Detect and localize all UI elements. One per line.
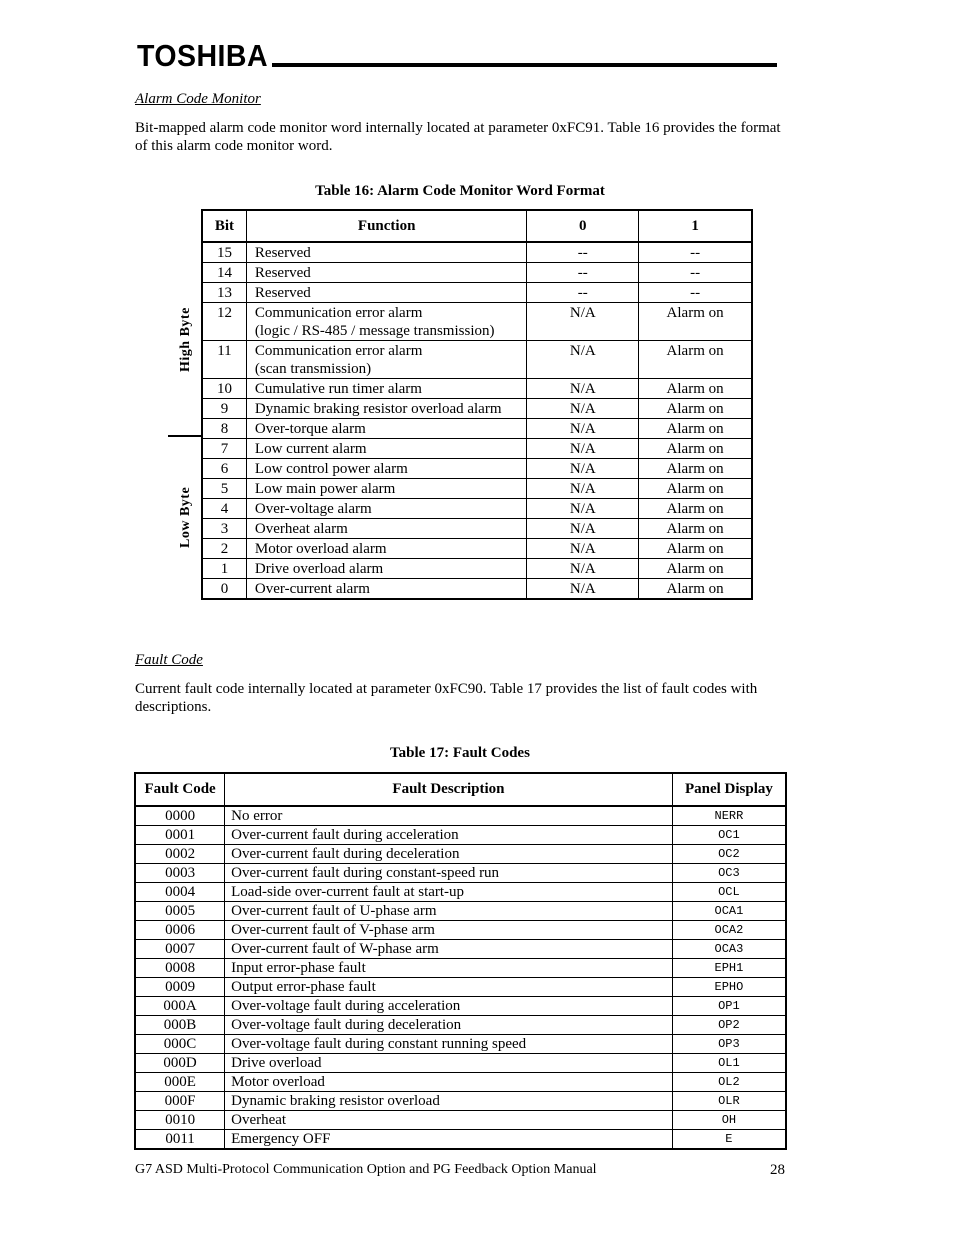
table-row	[135, 1073, 786, 1092]
footer-title: G7 ASD Multi-Protocol Communication Option and PG Feedback Option Manual	[135, 1162, 597, 1177]
column-header-0: 0	[527, 210, 639, 242]
table-row	[135, 806, 786, 826]
bit-cell: 7	[202, 439, 246, 459]
value-0-cell: N/A	[527, 341, 639, 379]
fault-description-cell: Over-voltage fault during constant running speed	[225, 1035, 673, 1054]
table-row	[135, 1092, 786, 1111]
table-row	[202, 283, 752, 303]
column-header-1: 1	[639, 210, 752, 242]
function-text: Overheat alarm	[254, 521, 348, 537]
fault-code-cell: 0004	[135, 883, 225, 902]
fault-table-caption: Table 17: Fault Codes	[390, 745, 530, 761]
panel-display-cell: OP3	[672, 1035, 786, 1054]
table-row	[202, 579, 752, 600]
fault-description-cell: Over-voltage fault during acceleration	[225, 997, 673, 1016]
table-row	[135, 1035, 786, 1054]
fault-code-cell: 0011	[135, 1130, 225, 1150]
bit-cell: 6	[202, 459, 246, 479]
function-cell	[246, 579, 527, 600]
panel-display-cell: EPHO	[672, 978, 786, 997]
panel-display-cell: OL2	[672, 1073, 786, 1092]
alarm-section-heading: Alarm Code Monitor	[135, 91, 261, 107]
function-text: Over-current alarm	[254, 581, 370, 597]
header-rule	[272, 63, 777, 67]
fault-code-cell: 0008	[135, 959, 225, 978]
fault-code-cell: 000F	[135, 1092, 225, 1111]
table-row	[202, 263, 752, 283]
fault-code-cell: 0007	[135, 940, 225, 959]
function-text: Reserved	[254, 265, 311, 281]
column-header-fault-code: Fault Code	[135, 773, 225, 806]
table-row	[202, 419, 752, 439]
bit-cell: 0	[202, 579, 246, 600]
function-cell	[246, 263, 527, 283]
column-header-bit: Bit	[202, 210, 246, 242]
bit-cell: 15	[202, 242, 246, 263]
fault-code-cell: 0001	[135, 826, 225, 845]
fault-description-cell: Dynamic braking resistor overload	[225, 1092, 673, 1111]
value-0-cell: N/A	[527, 439, 639, 459]
fault-code-cell: 0003	[135, 864, 225, 883]
value-0-cell: N/A	[527, 419, 639, 439]
fault-code-cell: 0009	[135, 978, 225, 997]
table-header-row	[202, 210, 752, 242]
bit-cell: 2	[202, 539, 246, 559]
fault-code-cell: 000C	[135, 1035, 225, 1054]
value-1-cell: Alarm on	[639, 539, 752, 559]
panel-display-cell: OC2	[672, 845, 786, 864]
table-row	[135, 959, 786, 978]
panel-display-cell: OCL	[672, 883, 786, 902]
table-row	[202, 539, 752, 559]
fault-description-cell: Over-voltage fault during deceleration	[225, 1016, 673, 1035]
fault-section-heading: Fault Code	[135, 652, 203, 668]
function-text: Over-torque alarm	[254, 421, 366, 437]
value-1-cell: Alarm on	[639, 419, 752, 439]
function-text: Dynamic braking resistor overload alarm	[254, 401, 502, 417]
fault-code-cell: 0006	[135, 921, 225, 940]
table-row	[202, 439, 752, 459]
function-text: Communication error alarm	[254, 343, 423, 359]
table-row	[135, 1111, 786, 1130]
panel-display-cell: OC1	[672, 826, 786, 845]
page-number: 28	[770, 1162, 785, 1178]
value-0-cell: N/A	[527, 499, 639, 519]
value-0-cell: --	[527, 283, 639, 303]
bit-cell: 5	[202, 479, 246, 499]
panel-display-cell: OCA2	[672, 921, 786, 940]
table-row	[202, 303, 752, 341]
table-row	[135, 997, 786, 1016]
function-text: Drive overload alarm	[254, 561, 384, 577]
bit-cell: 3	[202, 519, 246, 539]
bit-cell: 9	[202, 399, 246, 419]
fault-description-cell: Over-current fault of W-phase arm	[225, 940, 673, 959]
value-1-cell: Alarm on	[639, 341, 752, 379]
table-row	[202, 459, 752, 479]
fault-description-cell: Over-current fault of U-phase arm	[225, 902, 673, 921]
fault-description-cell: Over-current fault during deceleration	[225, 845, 673, 864]
function-text: Low current alarm	[254, 441, 367, 457]
panel-display-cell: NERR	[672, 806, 786, 826]
column-header-panel-display: Panel Display	[672, 773, 786, 806]
low-byte-label: Low Byte	[178, 486, 193, 548]
bit-cell: 8	[202, 419, 246, 439]
alarm-code-table	[201, 209, 753, 600]
function-cell	[246, 439, 527, 459]
high-byte-label: High Byte	[178, 307, 193, 372]
function-cell	[246, 419, 527, 439]
function-cell	[246, 341, 527, 379]
table-row	[135, 1130, 786, 1150]
fault-description-cell: Drive overload	[225, 1054, 673, 1073]
function-text-line2: (scan transmission)	[254, 361, 372, 377]
table-row	[135, 845, 786, 864]
value-0-cell: N/A	[527, 459, 639, 479]
value-0-cell: N/A	[527, 539, 639, 559]
value-1-cell: Alarm on	[639, 479, 752, 499]
value-0-cell: N/A	[527, 303, 639, 341]
panel-display-cell: OL1	[672, 1054, 786, 1073]
byte-divider	[168, 435, 202, 437]
table-row	[135, 1054, 786, 1073]
table-row	[202, 242, 752, 263]
value-1-cell: Alarm on	[639, 559, 752, 579]
fault-code-cell: 000D	[135, 1054, 225, 1073]
fault-code-cell: 0000	[135, 806, 225, 826]
fault-description-cell: Over-current fault during constant-speed run	[225, 864, 673, 883]
value-0-cell: N/A	[527, 379, 639, 399]
table-row	[202, 519, 752, 539]
table-row	[135, 1016, 786, 1035]
value-1-cell: Alarm on	[639, 459, 752, 479]
panel-display-cell: OCA1	[672, 902, 786, 921]
table-row	[202, 479, 752, 499]
table-row	[202, 379, 752, 399]
table-row	[135, 864, 786, 883]
panel-display-cell: OLR	[672, 1092, 786, 1111]
value-1-cell: Alarm on	[639, 499, 752, 519]
function-text-line2: (logic / RS-485 / message transmission)	[254, 323, 495, 339]
fault-code-cell: 0010	[135, 1111, 225, 1130]
table-row	[135, 978, 786, 997]
panel-display-cell: EPH1	[672, 959, 786, 978]
fault-description-cell: Output error-phase fault	[225, 978, 673, 997]
value-0-cell: N/A	[527, 399, 639, 419]
value-0-cell: --	[527, 263, 639, 283]
function-text: Reserved	[254, 245, 311, 261]
function-cell	[246, 479, 527, 499]
function-cell	[246, 519, 527, 539]
fault-description-cell: Emergency OFF	[225, 1130, 673, 1150]
value-1-cell: Alarm on	[639, 379, 752, 399]
fault-code-cell: 000E	[135, 1073, 225, 1092]
value-1-cell: --	[639, 283, 752, 303]
function-text: Low main power alarm	[254, 481, 396, 497]
table-row	[135, 921, 786, 940]
value-0-cell: N/A	[527, 519, 639, 539]
value-1-cell: Alarm on	[639, 579, 752, 600]
function-cell	[246, 459, 527, 479]
function-text: Motor overload alarm	[254, 541, 387, 557]
panel-display-cell: E	[672, 1130, 786, 1150]
value-0-cell: N/A	[527, 579, 639, 600]
value-1-cell: Alarm on	[639, 399, 752, 419]
table-row	[135, 902, 786, 921]
function-cell	[246, 379, 527, 399]
table-header-row	[135, 773, 786, 806]
fault-description-cell: Input error-phase fault	[225, 959, 673, 978]
bit-cell: 1	[202, 559, 246, 579]
panel-display-cell: OP2	[672, 1016, 786, 1035]
value-1-cell: Alarm on	[639, 439, 752, 459]
function-text: Communication error alarm	[254, 305, 423, 321]
panel-display-cell: OCA3	[672, 940, 786, 959]
table-row	[202, 341, 752, 379]
function-cell	[246, 303, 527, 341]
fault-code-cell: 0005	[135, 902, 225, 921]
table-row	[135, 940, 786, 959]
function-text: Low control power alarm	[254, 461, 408, 477]
bit-cell: 11	[202, 341, 246, 379]
value-1-cell: --	[639, 263, 752, 283]
function-cell	[246, 283, 527, 303]
function-cell	[246, 559, 527, 579]
function-cell	[246, 242, 527, 263]
fault-code-cell: 000A	[135, 997, 225, 1016]
bit-cell: 13	[202, 283, 246, 303]
function-cell	[246, 399, 527, 419]
column-header-function: Function	[246, 210, 527, 242]
toshiba-logo: TOSHIBA	[137, 38, 269, 73]
fault-description-cell: Over-current fault of V-phase arm	[225, 921, 673, 940]
fault-code-table	[134, 772, 787, 1150]
bit-cell: 12	[202, 303, 246, 341]
value-1-cell: Alarm on	[639, 303, 752, 341]
table-row	[202, 399, 752, 419]
fault-paragraph: Current fault code internally located at parameter 0xFC90. Table 17 provides the list of fault codes with descriptions.	[135, 681, 758, 715]
fault-description-cell: Motor overload	[225, 1073, 673, 1092]
function-text: Cumulative run timer alarm	[254, 381, 422, 397]
function-text: Over-voltage alarm	[254, 501, 372, 517]
table-row	[202, 559, 752, 579]
column-header-fault-description: Fault Description	[225, 773, 673, 806]
panel-display-cell: OH	[672, 1111, 786, 1130]
alarm-table-caption: Table 16: Alarm Code Monitor Word Format	[315, 183, 605, 199]
value-0-cell: --	[527, 242, 639, 263]
function-text: Reserved	[254, 285, 311, 301]
value-0-cell: N/A	[527, 479, 639, 499]
fault-code-cell: 0002	[135, 845, 225, 864]
bit-cell: 10	[202, 379, 246, 399]
table-row	[135, 883, 786, 902]
panel-display-cell: OC3	[672, 864, 786, 883]
table-row	[135, 826, 786, 845]
function-cell	[246, 539, 527, 559]
fault-code-cell: 000B	[135, 1016, 225, 1035]
table-row	[202, 499, 752, 519]
fault-description-cell: Overheat	[225, 1111, 673, 1130]
function-cell	[246, 499, 527, 519]
value-1-cell: Alarm on	[639, 519, 752, 539]
bit-cell: 4	[202, 499, 246, 519]
value-0-cell: N/A	[527, 559, 639, 579]
bit-cell: 14	[202, 263, 246, 283]
panel-display-cell: OP1	[672, 997, 786, 1016]
fault-description-cell: Load-side over-current fault at start-up	[225, 883, 673, 902]
alarm-paragraph: Bit-mapped alarm code monitor word internally located at parameter 0xFC91. Table 16 provides the format of this alarm code monitor word.	[135, 120, 781, 154]
value-1-cell: --	[639, 242, 752, 263]
fault-description-cell: Over-current fault during acceleration	[225, 826, 673, 845]
fault-description-cell: No error	[225, 806, 673, 826]
